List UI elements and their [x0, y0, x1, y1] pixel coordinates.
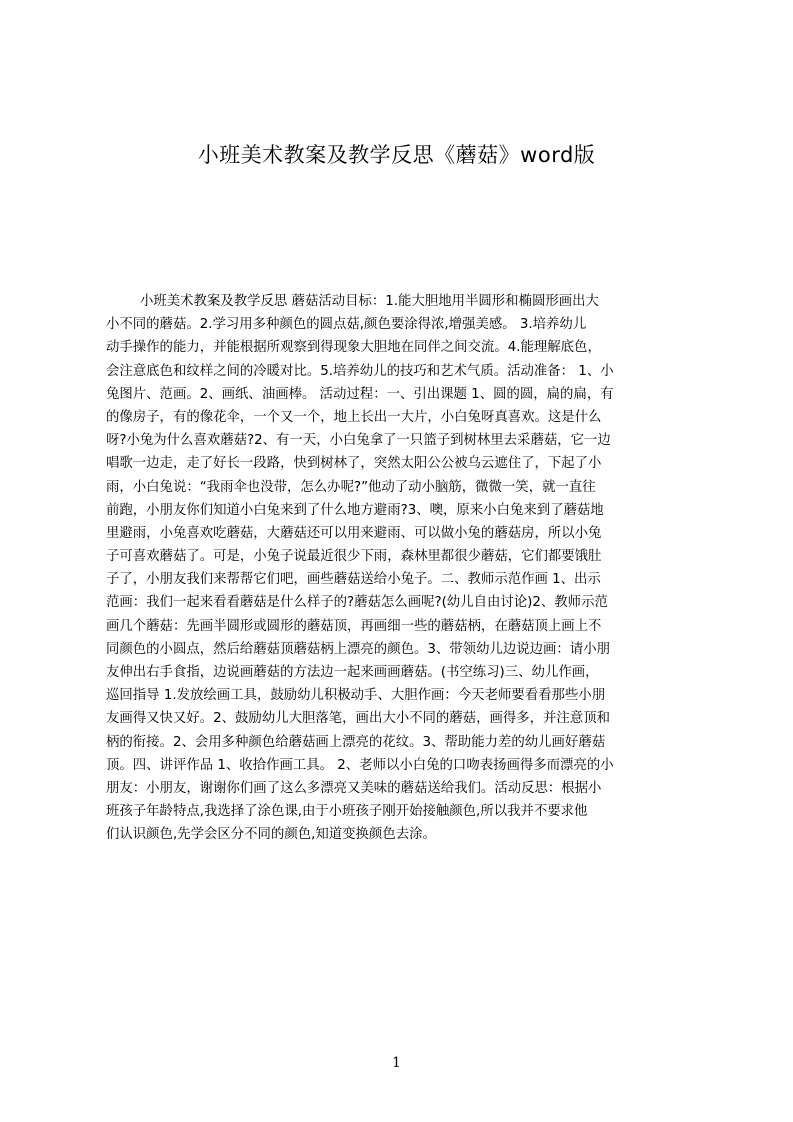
- page-number: 1: [392, 1055, 401, 1071]
- body-line-18: 巡回指导 1.发放绘画工具，鼓励幼儿积极动手、大胆作画：今天老师要看看那些小朋: [106, 688, 606, 704]
- body-line-6: 的像房子，有的像花伞，一个又一个，地上长出一大片，小白兔呀真喜欢。这是什么: [106, 409, 602, 425]
- body-line-20: 柄的衔接。2、会用多种颜色给蘑菇画上漂亮的花纹。3、帮助能力差的幼儿画好蘑菇: [106, 734, 606, 750]
- body-line-23: 班孩子年龄特点,我选择了涂色课,由于小班孩子刚开始接触颜色,所以我并不要求他: [106, 804, 588, 820]
- body-line-4: 会注意底色和纹样之间的冷暖对比。5.培养幼儿的技巧和艺术气质。活动准备： 1、小: [106, 363, 614, 379]
- body-line-22: 朋友：小朋友，谢谢你们画了这么多漂亮又美味的蘑菇送给我们。活动反思：根据小: [106, 780, 602, 796]
- body-line-8: 唱歌一边走，走了好长一段路，快到树林了，突然太阳公公被乌云遮住了，下起了小: [106, 456, 602, 472]
- body-line-5: 兔图片、范画。2、画纸、油画棒。 活动过程：一、引出课题 1、圆的圆，扁的扁，有: [106, 386, 614, 402]
- body-line-17: 友伸出右手食指，边说画蘑菇的方法边一起来画画蘑菇。(书空练习)三、幼儿作画，: [106, 665, 599, 680]
- body-line-14: 范画：我们一起来看看蘑菇是什么样子的?蘑菇怎么画呢?(幼儿自由讨论)2、教师示范: [106, 595, 608, 611]
- body-line-3: 动手操作的能力，并能根据所观察到得现象大胆地在同伴之间交流。4.能理解底色，: [106, 340, 601, 356]
- body-line-9: 雨，小白兔说：“我雨伞也没带，怎么办呢?”他动了动小脑筋，微微一笑，就一直往: [106, 479, 596, 495]
- body-line-10: 前跑，小朋友你们知道小白兔来到了什么地方避雨?3、噢，原来小白兔来到了蘑菇地: [106, 502, 604, 518]
- document-title: 小班美术教案及教学反思《蘑菇》word版: [197, 143, 596, 167]
- body-line-16: 同颜色的小圆点，然后给蘑菇顶蘑菇柄上漂亮的颜色。3、带领幼儿边说边画：请小朋: [106, 641, 610, 657]
- body-line-2: 小不同的蘑菇。2.学习用多种颜色的圆点菇,颜色要涂得浓,增强美感。 3.培养幼儿: [106, 317, 587, 333]
- body-line-11: 里避雨，小兔喜欢吃蘑菇，大蘑菇还可以用来避雨、可以做小兔的蘑菇房，所以小兔: [106, 525, 602, 541]
- body-line-13: 子了，小朋友我们来帮帮它们吧，画些蘑菇送给小兔子。二、教师示范作画 1、出示: [106, 572, 601, 588]
- body-line-7: 呀?小兔为什么喜欢蘑菇?2、有一天，小白兔拿了一只篮子到树林里去采蘑菇，它一边: [106, 433, 611, 449]
- body-line-12: 子可喜欢蘑菇了。可是，小兔子说最近很少下雨，森林里都很少蘑菇，它们都要饿肚: [106, 549, 602, 565]
- body-line-21: 顶。四、讲评作品 1、收拾作画工具。 2、老师以小白兔的口吻表扬画得多而漂亮的小: [106, 757, 614, 773]
- document-body: [106, 290, 698, 847]
- body-line-15: 画几个蘑菇：先画半圆形或圆形的蘑菇顶，再画细一些的蘑菇柄，在蘑菇顶上画上不: [106, 618, 602, 634]
- body-line-19: 友画得又快又好。2、鼓励幼儿大胆落笔，画出大小不同的蘑菇，画得多，并注意顶和: [106, 711, 610, 727]
- body-line-24: 们认识颜色,先学会区分不同的颜色,知道变换颜色去涂。: [106, 827, 436, 843]
- body-line-1: 小班美术教案及教学反思 蘑菇活动目标：1.能大胆地用半圆形和椭圆形画出大: [140, 294, 599, 309]
